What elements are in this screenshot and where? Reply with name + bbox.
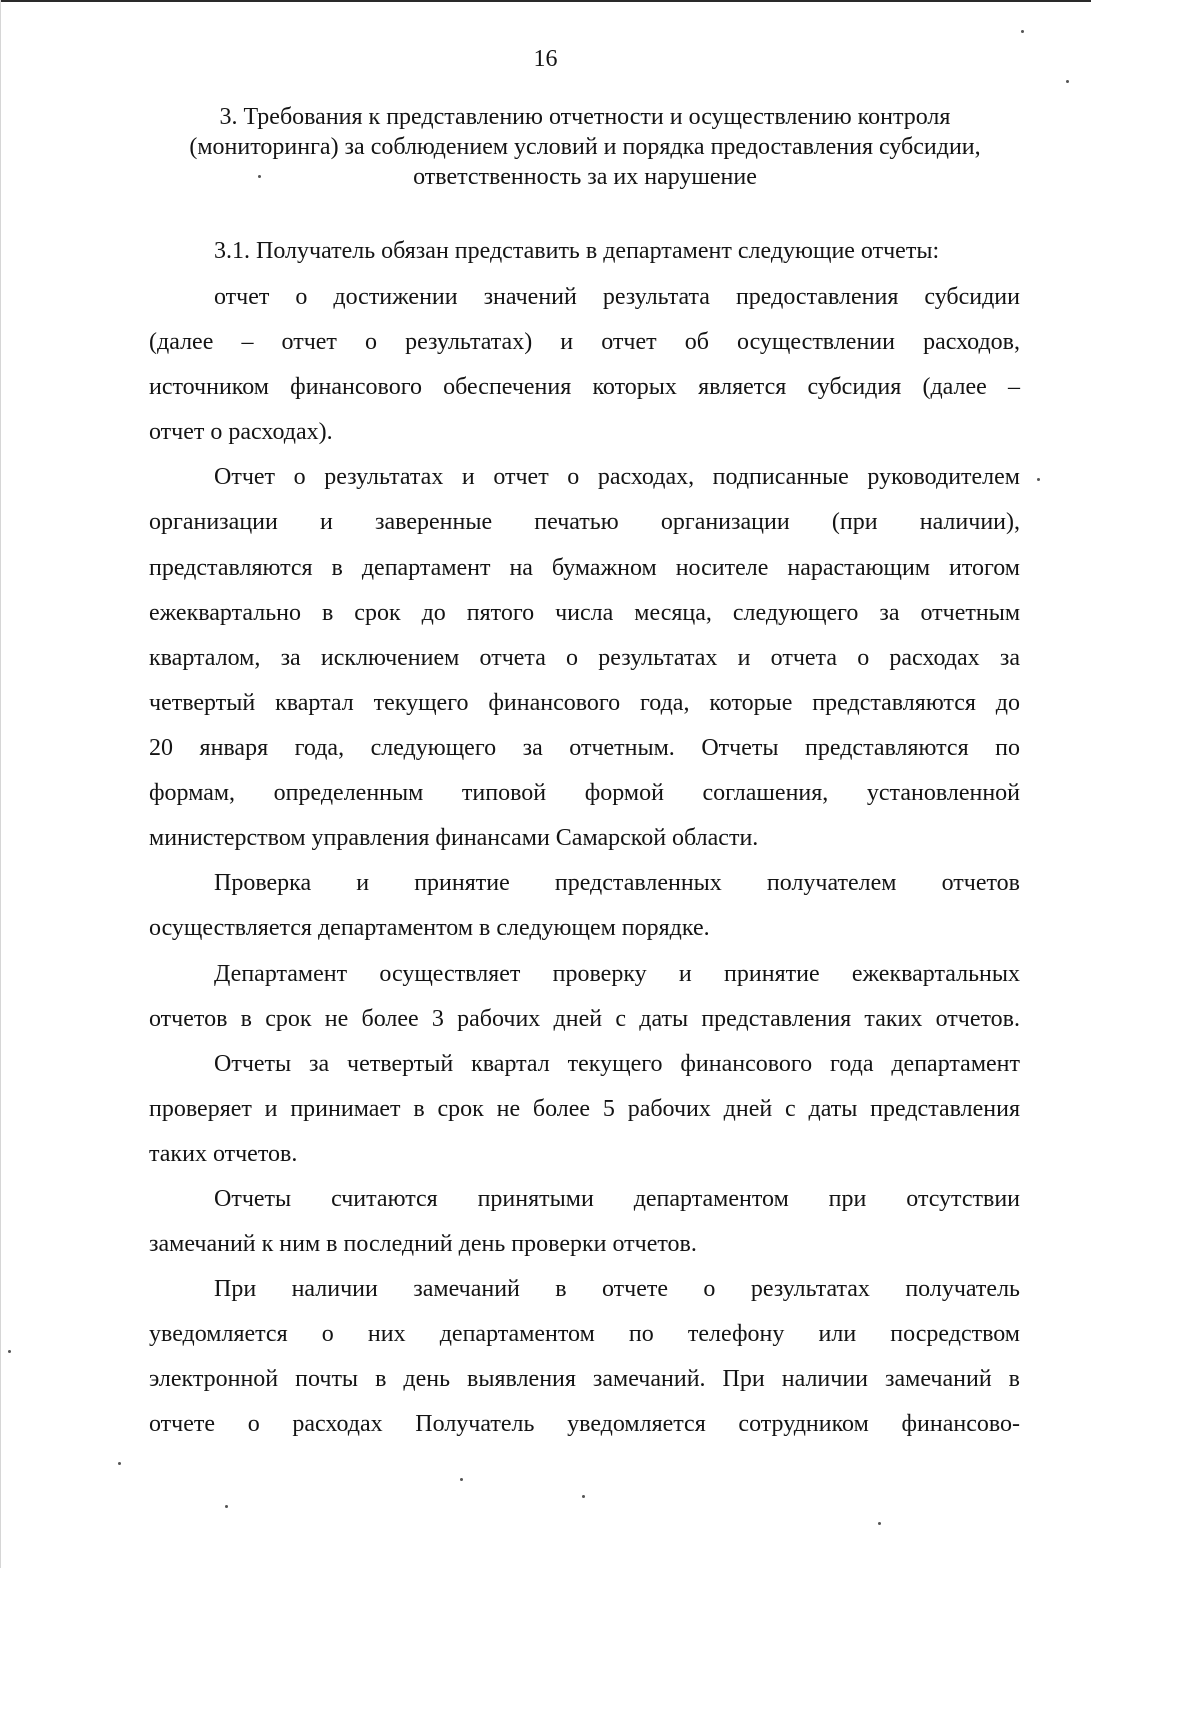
body-line: 20 января года, следующего за отчетным. Отчеты представляются по	[149, 735, 1020, 761]
scan-left-edge	[0, 0, 1, 1568]
body-line: Департамент осуществляет проверку и принятие ежеквартальных	[214, 961, 1020, 987]
body-line: (далее – отчет о результатах) и отчет об осуществлении расходов,	[149, 329, 1020, 355]
scan-speck	[258, 175, 261, 178]
body-line: четвертый квартал текущего финансового года, которые представляются до	[149, 690, 1020, 716]
body-line: отчет о расходах).	[149, 419, 333, 445]
section-heading-line: ответственность за их нарушение	[413, 164, 757, 190]
body-line: ежеквартально в срок до пятого числа месяца, следующего за отчетным	[149, 600, 1020, 626]
body-line: источником финансового обеспечения которых является субсидия (далее –	[149, 374, 1020, 400]
scan-speck	[1037, 478, 1040, 481]
section-heading	[140, 102, 1030, 192]
body-line: осуществляется департаментом в следующем порядке.	[149, 915, 710, 941]
body-line: 3.1. Получатель обязан представить в департамент следующие отчеты:	[214, 238, 940, 264]
body-line: Отчеты за четвертый квартал текущего финансового года департамент	[214, 1051, 1020, 1077]
body-line: организации и заверенные печатью организации (при наличии),	[149, 509, 1020, 535]
section-heading-line: (мониторинга) за соблюдением условий и порядка предоставления субсидии,	[189, 134, 981, 160]
scan-speck	[118, 1462, 121, 1465]
body-line: электронной почты в день выявления замечаний. При наличии замечаний в	[149, 1366, 1020, 1392]
body-line: уведомляется о них департаментом по телефону или посредством	[149, 1321, 1020, 1347]
body-line: Проверка и принятие представленных получателем отчетов	[214, 870, 1020, 896]
scan-top-edge	[0, 0, 1091, 2]
scan-speck	[1066, 80, 1069, 83]
scan-speck	[1021, 30, 1024, 33]
scan-speck	[460, 1478, 463, 1481]
page-number: 16	[533, 46, 558, 72]
body-line: министерством управления финансами Самарской области.	[149, 825, 759, 851]
body-line: отчете о расходах Получатель уведомляется сотрудником финансово-	[149, 1411, 1020, 1437]
scan-speck	[8, 1350, 11, 1353]
section-heading-line: 3. Требования к представлению отчетности и осуществлению контроля	[219, 104, 951, 130]
scan-speck	[878, 1522, 881, 1525]
scan-speck	[225, 1505, 228, 1508]
body-line: проверяет и принимает в срок не более 5 рабочих дней с даты представления	[149, 1096, 1020, 1122]
body-line: При наличии замечаний в отчете о результатах получатель	[214, 1276, 1020, 1302]
body-line: Отчеты считаются принятыми департаментом при отсутствии	[214, 1186, 1020, 1212]
scan-speck	[582, 1495, 585, 1498]
body-line: кварталом, за исключением отчета о результатах и отчета о расходах за	[149, 645, 1020, 671]
body-line: замечаний к ним в последний день проверки отчетов.	[149, 1231, 697, 1257]
body-line: отчет о достижении значений результата предоставления субсидии	[214, 284, 1020, 310]
body-line: таких отчетов.	[149, 1141, 298, 1167]
body-line: формам, определенным типовой формой соглашения, установленной	[149, 780, 1020, 806]
body-line: представляются в департамент на бумажном носителе нарастающим итогом	[149, 555, 1020, 581]
body-line: отчетов в срок не более 3 рабочих дней с даты представления таких отчетов.	[149, 1006, 1020, 1032]
body-line: Отчет о результатах и отчет о расходах, подписанные руководителем	[214, 464, 1020, 490]
